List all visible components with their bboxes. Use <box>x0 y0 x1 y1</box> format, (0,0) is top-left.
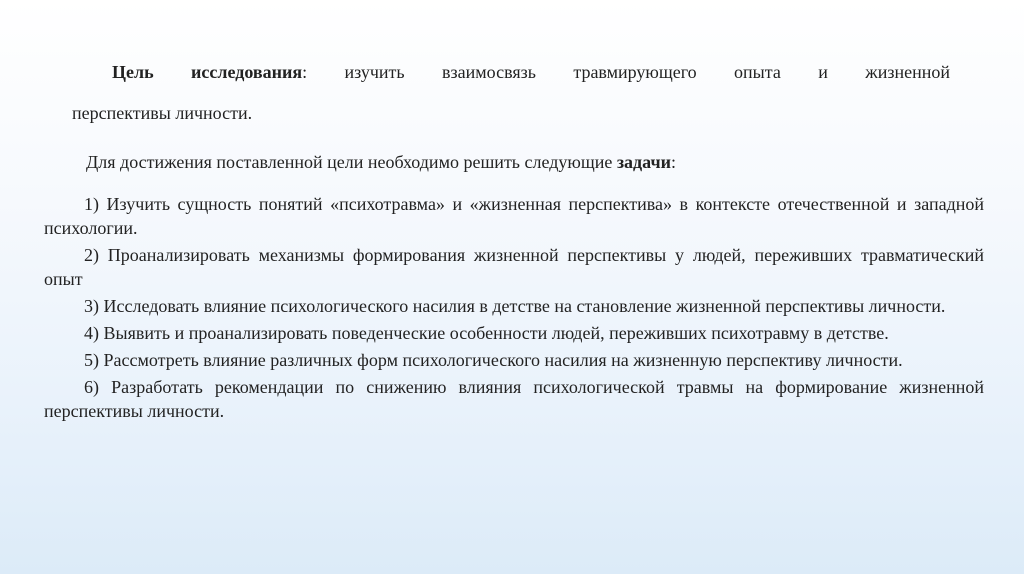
task-item: 2) Проанализировать механизмы формирования жизненной перспективы у людей, переживших травматический опыт <box>44 245 984 289</box>
research-goal <box>72 52 950 134</box>
goal-label: Цель исследования <box>112 62 303 82</box>
task-item: 5) Рассмотреть влияние различных форм психологического насилия на жизненную перспективу личности. <box>84 350 903 370</box>
tasks-intro-colon: : <box>670 152 676 172</box>
task-item: 6) Разработать рекомендации по снижению влияния психологической травмы на формирование жизненной перспективы личности. <box>44 377 984 421</box>
goal-line-first <box>72 52 950 93</box>
goal-text-line1: изучить взаимосвязь травмирующего опыта и жизненной <box>307 62 950 82</box>
tasks-intro <box>86 150 966 174</box>
task-item: 4) Выявить и проанализировать поведенческие особенности людей, переживших психотравму в детстве. <box>84 323 889 343</box>
tasks-list <box>44 192 984 426</box>
goal-colon: : <box>302 62 308 82</box>
task-item: 3) Исследовать влияние психологического насилия в детстве на становление жизненной перспективы личности. <box>84 296 946 316</box>
tasks-keyword: задачи <box>616 152 671 172</box>
goal-text-line2: перспективы личности. <box>72 103 253 123</box>
task-item: 1) Изучить сущность понятий «психотравма» и «жизненная перспектива» в контексте отечественной и западной психологии. <box>44 194 984 238</box>
tasks-intro-text: Для достижения поставленной цели необходимо решить следующие <box>86 152 617 172</box>
